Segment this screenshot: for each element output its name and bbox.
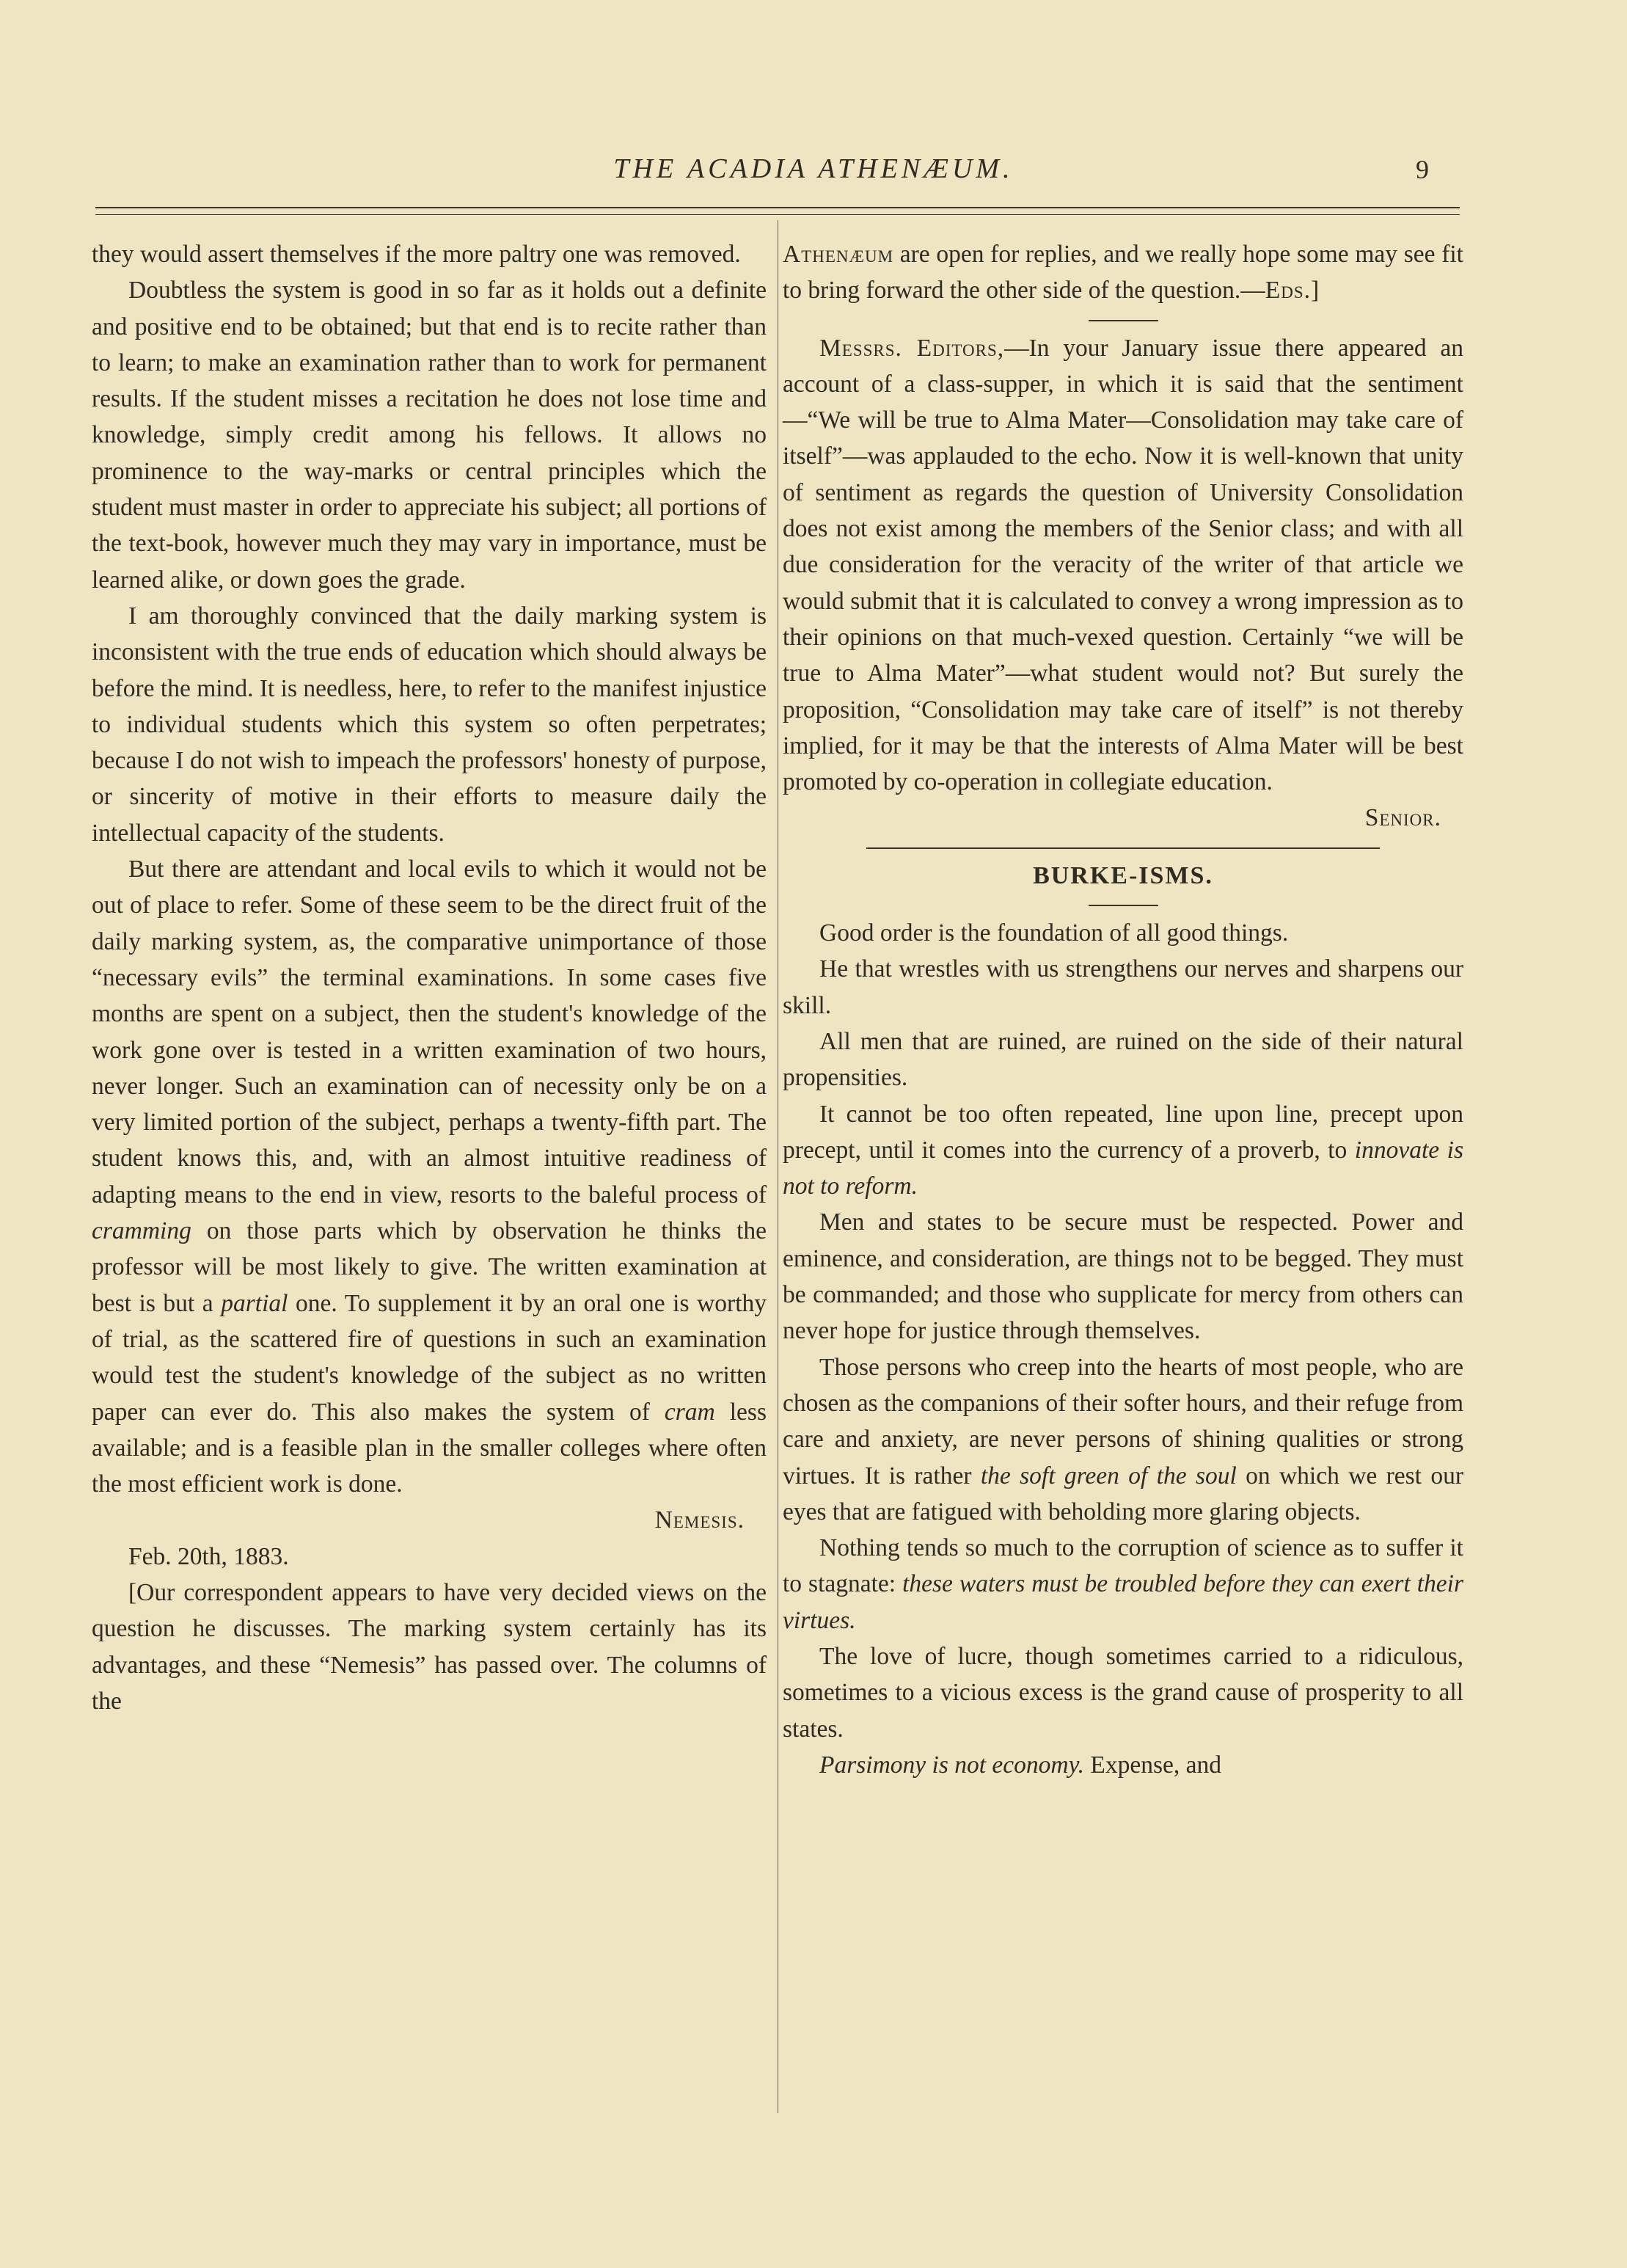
italic-text: innovate is not to reform. bbox=[783, 1136, 1463, 1200]
section-rule bbox=[866, 847, 1380, 849]
paragraph: Men and states to be secure must be respected. Power and eminence, and consideration, are things not to be begged. They must be commanded; and those who supplicate for mercy from others can never hope for justice through themselves. bbox=[783, 1208, 1463, 1345]
paragraph: they would assert themselves if the more paltry one was removed. bbox=[92, 241, 741, 268]
italic-text: the soft green of the soul bbox=[980, 1462, 1237, 1489]
text-run: Those persons who creep into the hearts of most people, who are chosen as the companions of their softer hours, and their refuge from care and anxiety, are never persons of shining qualities or strong virtues. It is rather bbox=[783, 1353, 1463, 1489]
editor-note: [Our correspondent appears to have very decided views on the question he discusses. The marking system certainly has its advantages, and these “Nemesis” has passed over. The columns of the bbox=[92, 1578, 767, 1715]
text-run: on those parts which by observation he thinks the professor will be most likely to give. The written examination at best is but a bbox=[92, 1217, 767, 1317]
signature: Nemesis. bbox=[654, 1506, 745, 1534]
publication-name: Athenæum bbox=[783, 241, 894, 268]
signature-line bbox=[92, 1502, 767, 1538]
running-title: THE ACADIA ATHENÆUM. bbox=[613, 153, 1014, 184]
paragraph: I am thoroughly convinced that the daily marking system is inconsistent with the true ends of education which should always be before the mind. It is needless, here, to refer to the manifest injustice to individual students which this system so often perpetrates; because I do not wish to impeach the professors' honesty of purpose, or sincerity of motive in their efforts to measure daily the intellectual capacity of the students. bbox=[92, 602, 767, 847]
section-heading: BURKE-ISMS. bbox=[1033, 861, 1213, 889]
text-run: But there are attendant and local evils to which it would not be out of place to refer. Some of these seem to be the direct fruit of the daily marking system, as, the comparative unimportance of those “necessary evils” the terminal examinations. In some cases five months are spent on a subject, then the student's knowledge of the work gone over is tested in a written examination of two hours, never longer. Such an examination can of necessity only be on a very limited portion of the subject, perhaps a twenty-fifth part. The student knows this, and, with an almost intuitive readiness of adapting means to the end in view, resorts to the baleful process of bbox=[92, 856, 767, 1208]
paragraph: He that wrestles with us strengthens our nerves and sharpens our skill. bbox=[783, 955, 1463, 1019]
italic-text: cramming bbox=[92, 1217, 191, 1245]
paragraph bbox=[783, 1349, 1463, 1530]
left-column bbox=[92, 236, 767, 1719]
page-number: 9 bbox=[1416, 155, 1429, 184]
paragraph: Good order is the foundation of all good things. bbox=[819, 919, 1289, 947]
text-run: It cannot be too often repeated, line upon line, precept upon precept, until it comes into the currency of a proverb, to bbox=[783, 1100, 1463, 1164]
text-run: one. To supplement it by an oral one is worthy of trial, as the scattered fire of questions in such an examination would test the student's knowledge of the subject as no written paper can ever do. This also makes the system of bbox=[92, 1289, 767, 1426]
text-run: Nothing tends so much to the corruption of science as to suffer it to stagnate: bbox=[783, 1534, 1463, 1598]
text-run: ] bbox=[1311, 277, 1320, 305]
signature: Senior. bbox=[1364, 804, 1441, 832]
text-run: less available; and is a feasible plan in the smaller colleges where often the most efficient work is done. bbox=[92, 1398, 767, 1498]
header-rule bbox=[95, 207, 1460, 208]
date-line: Feb. 20th, 1883. bbox=[128, 1542, 289, 1570]
paragraph bbox=[783, 1747, 1463, 1783]
italic-text: these waters must be troubled before they can exert their virtues. bbox=[783, 1570, 1463, 1634]
separator-rule bbox=[1089, 320, 1158, 321]
italic-text: partial bbox=[221, 1289, 288, 1317]
text-run: on which we rest our eyes that are fatigued with beholding more glaring objects. bbox=[783, 1462, 1463, 1525]
signature-line bbox=[783, 800, 1463, 836]
italic-text: cram bbox=[664, 1398, 715, 1426]
editor-note-continued bbox=[783, 236, 1463, 309]
paragraph bbox=[783, 1530, 1463, 1638]
paragraph bbox=[783, 1096, 1463, 1205]
paragraph: The love of lucre, though sometimes carried to a ridiculous, sometimes to a vicious excess is the grand cause of prosperity to all states. bbox=[783, 1642, 1463, 1743]
letter bbox=[783, 330, 1463, 801]
text-run: Expense, and bbox=[1084, 1751, 1221, 1779]
italic-text: Parsimony is not economy. bbox=[819, 1751, 1085, 1779]
paragraph bbox=[92, 851, 767, 1502]
text-run: are open for replies, and we really hope some may see fit to bring forward the other side of the question.— bbox=[783, 241, 1463, 305]
right-column bbox=[783, 236, 1463, 1783]
editors-abbrev: Eds. bbox=[1265, 277, 1311, 305]
paragraph: Doubtless the system is good in so far as it holds out a definite and positive end to be obtained; but that end is to recite rather than to learn; to make an examination rather than to work for permanent results. If the student misses a recitation he does not lose time and knowledge, simply credit among his fellows. It allows no prominence to the way-marks or central principles which the student must master in order to appreciate his subject; all portions of the text-book, however much they may vary in importance, must be learned alike, or down goes the grade. bbox=[92, 277, 767, 594]
salutation: Messrs. Editors, bbox=[819, 334, 1005, 362]
heading-rule bbox=[1089, 905, 1158, 906]
paragraph: All men that are ruined, are ruined on the side of their natural propensities. bbox=[783, 1027, 1463, 1092]
text-run: —In your January issue there appeared an account of a class-supper, in which it is said that the sentiment—“We will be true to Alma Mater—Consolidation may take care of itself”—was applauded to the echo. Now it is well-known that unity of sentiment as regards the question of University Consolidation does not exist among the members of the Senior class; and with all due consideration for the veracity of the writer of that article we would submit that it is calculated to convey a wrong impression as to their opinions on that much-vexed question. Certainly “we will be true to Alma Mater”—what student would not? But surely the proposition, “Consolidation may take care of itself” is not thereby implied, for it may be that the interests of Alma Mater will be best promoted by co-operation in collegiate education. bbox=[783, 334, 1463, 796]
header-rule-thin bbox=[95, 214, 1460, 215]
